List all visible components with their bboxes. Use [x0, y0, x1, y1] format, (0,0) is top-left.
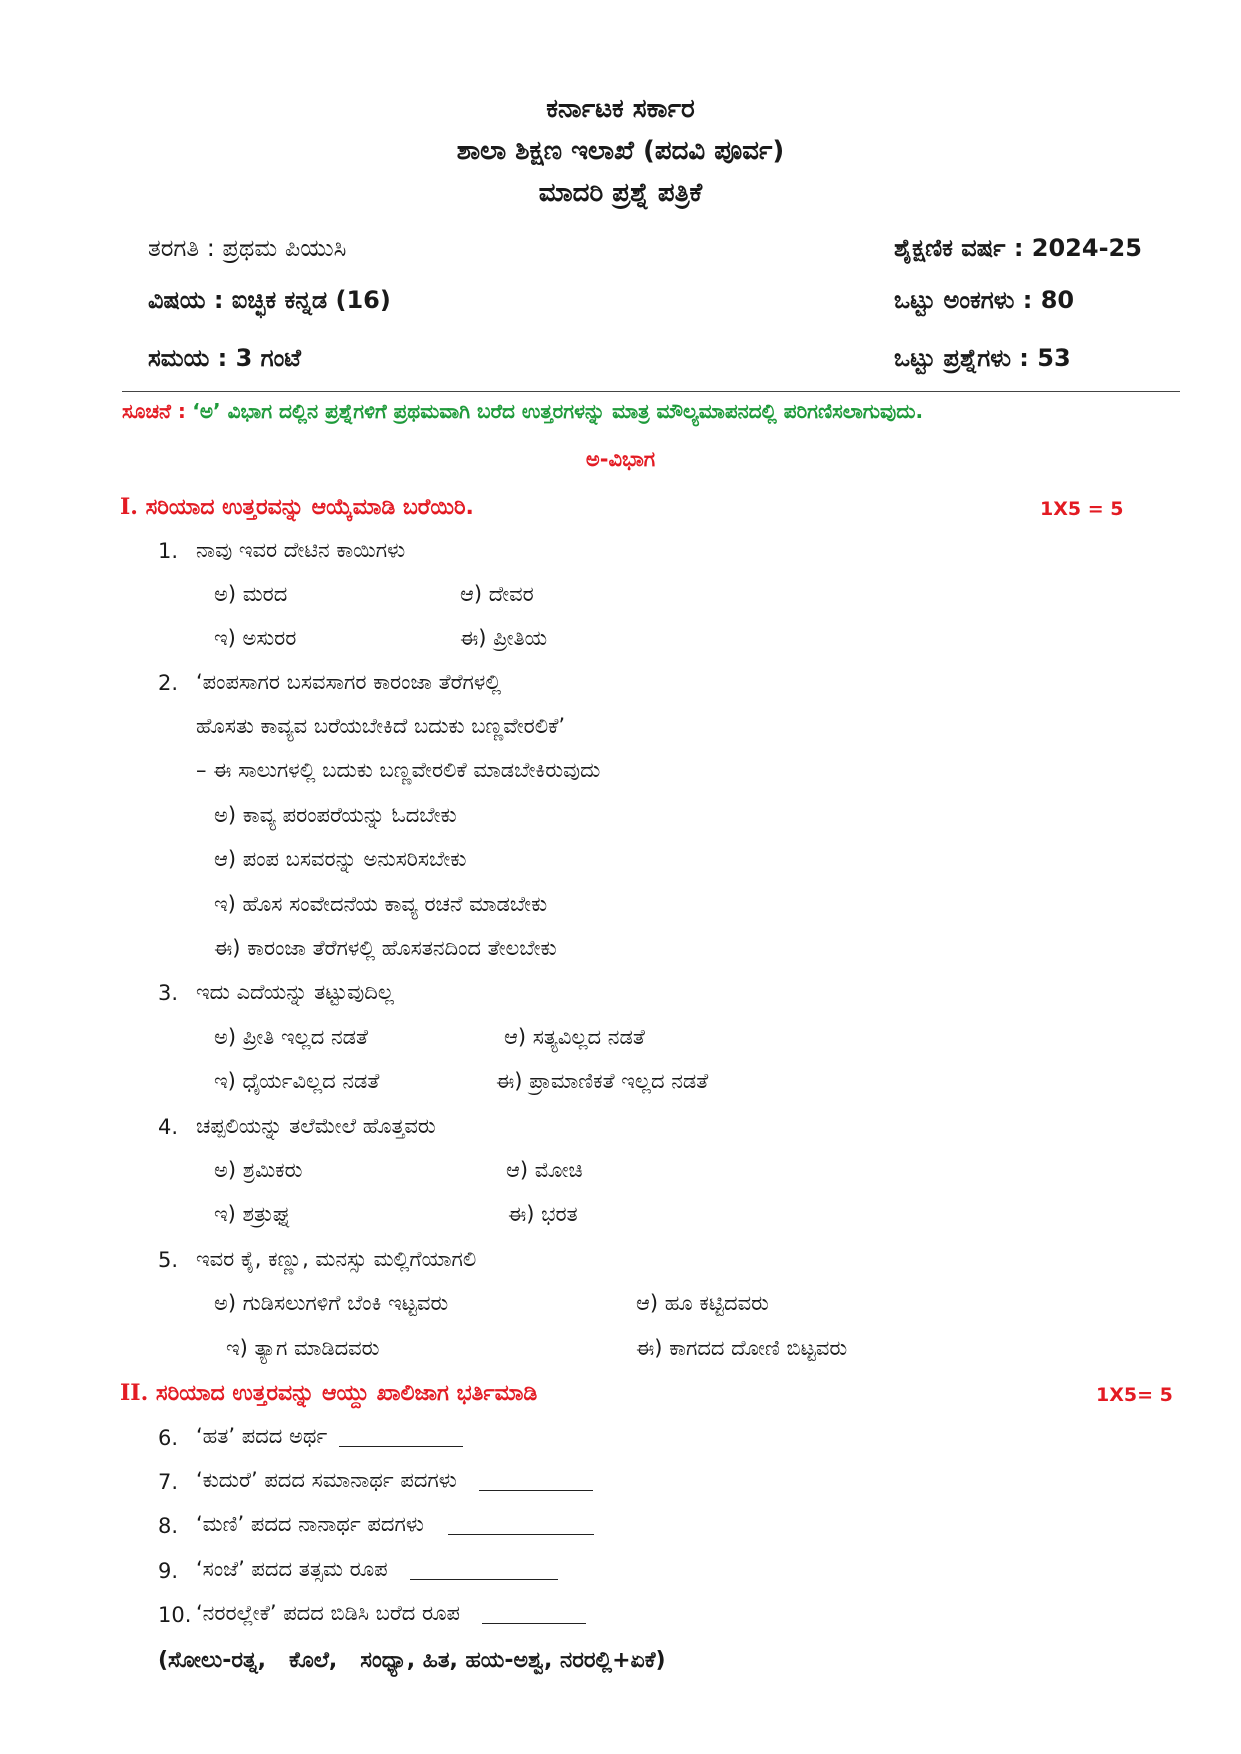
q4-option-d: ಈ) ಭರತ — [508, 1202, 578, 1226]
q7-text: ‘ಕುದುರೆ’ ಪದದ ಸಮಾನಾರ್ಥ ಪದಗಳು — [196, 1468, 457, 1492]
q4-option-b: ಆ) ಮೋಚಿ — [506, 1158, 583, 1182]
q9-number: 9. — [158, 1559, 179, 1583]
q2-option-a: ಅ) ಕಾವ್ಯ ಪರಂಪರೆಯನ್ನು ಓದಬೇಕು — [214, 803, 457, 827]
q2-line2: ಹೊಸತು ಕಾವ್ಯವ ಬರೆಯಬೇಕಿದೆ ಬದುಕು ಬಣ್ಣವೇರಲಿಕೆ’ — [196, 714, 566, 738]
q10-number: 10. — [158, 1603, 192, 1627]
q9-line — [196, 1559, 558, 1580]
q8-text: ‘ಮಣಿ’ ಪದದ ನಾನಾರ್ಥ ಪದಗಳು — [196, 1512, 424, 1536]
q6-number: 6. — [158, 1426, 179, 1450]
q9-text: ‘ಸಂಜೆ’ ಪದದ ತತ್ಸಮ ರೂಪ — [196, 1557, 388, 1581]
q1-option-d: ಈ) ಪ್ರೀತಿಯ — [460, 626, 548, 650]
q7-line — [196, 1470, 593, 1491]
q8-number: 8. — [158, 1514, 179, 1538]
total-marks: ಒಟ್ಟು ಅಂಕಗಳು : 80 — [894, 286, 1075, 314]
q4-number: 4. — [158, 1115, 179, 1139]
q7-answer-blank[interactable] — [479, 1472, 593, 1491]
q2-option-c: ಇ) ಹೊಸ ಸಂವೇದನೆಯ ಕಾವ್ಯ ರಚನೆ ಮಾಡಬೇಕು — [214, 892, 548, 916]
q9-answer-blank[interactable] — [410, 1561, 558, 1580]
part1-title: ಸರಿಯಾದ ಉತ್ತರವನ್ನು ಆಯ್ಕೆಮಾಡಿ ಬರೆಯಿರಿ. — [145, 495, 474, 520]
q1-option-c: ಇ) ಅಸುರರ — [214, 626, 297, 650]
instruction — [122, 401, 923, 421]
part2-numeral: II. — [120, 1380, 149, 1406]
academic-year: ಶೈಕ್ಷಣಿಕ ವರ್ಷ : 2024-25 — [894, 234, 1142, 262]
q3-number: 3. — [158, 981, 179, 1005]
q4-option-a: ಅ) ಶ್ರಮಿಕರು — [214, 1158, 303, 1182]
part2-title: ಸರಿಯಾದ ಉತ್ತರವನ್ನು ಆಯ್ದು ಖಾಲಿಜಾಗ ಭರ್ತಿಮಾಡಿ — [155, 1381, 538, 1406]
part1-numeral: I. — [120, 494, 138, 520]
part2-options: (ಸೋಲು-ರತ್ನ, ಕೊಲೆ, ಸಂಧ್ಯಾ, ಹಿತ, ಹಯ-ಅಶ್ವ, ನರರಲ್ಲಿ+ಏಕೆ) — [158, 1648, 666, 1673]
q1-number: 1. — [158, 539, 179, 563]
subject-label: ವಿಷಯ : ಐಚ್ಛಿಕ ಕನ್ನಡ (16) — [148, 286, 391, 314]
q10-text: ‘ನರರಲ್ಲೇಕೆ’ ಪದದ ಬಿಡಿಸಿ ಬರೆದ ರೂಪ — [196, 1601, 461, 1625]
class-label: ತರಗತಿ : ಪ್ರಥಮ ಪಿಯುಸಿ — [148, 234, 347, 262]
q5-option-b: ಆ) ಹೂ ಕಟ್ಟಿದವರು — [636, 1291, 769, 1315]
q4-option-c: ಇ) ಶತ್ರುಘ್ನ — [214, 1202, 292, 1226]
govt-title: ಕರ್ನಾಟಕ ಸರ್ಕಾರ — [546, 94, 695, 124]
paper-title: ಮಾದರಿ ಪ್ರಶ್ನೆ ಪತ್ರಿಕೆ — [538, 178, 703, 208]
part1-marks: 1X5 = 5 — [1040, 498, 1124, 520]
q2-line1: ‘ಪಂಪಸಾಗರ ಬಸವಸಾಗರ ಕಾರಂಜಾ ತೆರೆಗಳಲ್ಲಿ — [196, 670, 502, 694]
q7-number: 7. — [158, 1470, 179, 1494]
time-label: ಸಮಯ : 3 ಗಂಟೆ — [148, 344, 301, 372]
q5-number: 5. — [158, 1248, 179, 1272]
part2-marks: 1X5= 5 — [1096, 1384, 1173, 1406]
q5-option-a: ಅ) ಗುಡಿಸಲುಗಳಿಗೆ ಬೆಂಕಿ ಇಟ್ಟವರು — [214, 1291, 449, 1315]
q8-line — [196, 1514, 594, 1535]
section-title: ಅ-ವಿಭಾಗ — [585, 447, 656, 471]
q1-text: ನಾವು ಇವರ ದೇಟಿನ ಕಾಯಿಗಳು — [196, 538, 406, 562]
q1-option-b: ಆ) ದೇವರ — [460, 582, 534, 606]
total-questions: ಒಟ್ಟು ಪ್ರಶ್ನೆಗಳು : 53 — [894, 344, 1071, 372]
q6-answer-blank[interactable] — [339, 1428, 463, 1447]
department-title: ಶಾಲಾ ಶಿಕ್ಷಣ ಇಲಾಖೆ (ಪದವಿ ಪೂರ್ವ) — [456, 136, 785, 166]
instruction-label: ಸೂಚನೆ : — [122, 399, 186, 423]
q6-text: ‘ಹತ’ ಪದದ ಅರ್ಥ — [196, 1424, 328, 1448]
q10-line — [196, 1603, 586, 1624]
q3-option-a: ಅ) ಪ್ರೀತಿ ಇಲ್ಲದ ನಡತೆ — [214, 1025, 368, 1049]
instruction-text: ‘ಅ’ ವಿಭಾಗ ದಲ್ಲಿನ ಪ್ರಶ್ನೆಗಳಿಗೆ ಪ್ರಥಮವಾಗಿ ಬರೆದ ಉತ್ತರಗಳನ್ನು ಮಾತ್ರ ಮೌಲ್ಯಮಾಪನದಲ್ಲಿ ಪರಿಗಣಿಸಲಾಗುವುದು. — [192, 399, 924, 423]
q5-text: ಇವರ ಕೈ, ಕಣ್ಣು, ಮನಸ್ಸು ಮಲ್ಲಿಗೆಯಾಗಲಿ — [196, 1247, 477, 1271]
q3-option-b: ಆ) ಸತ್ಯವಿಲ್ಲದ ನಡತೆ — [504, 1025, 645, 1049]
q3-option-c: ಇ) ಧೈರ್ಯವಿಲ್ಲದ ನಡತೆ — [214, 1069, 380, 1093]
q4-text: ಚಪ್ಪಲಿಯನ್ನು ತಲೆಮೇಲೆ ಹೊತ್ತವರು — [196, 1114, 436, 1138]
q2-option-d: ಈ) ಕಾರಂಜಾ ತೆರೆಗಳಲ್ಲಿ ಹೊಸತನದಿಂದ ತೇಲಬೇಕು — [214, 936, 557, 960]
q2-option-b: ಆ) ಪಂಪ ಬಸವರನ್ನು ಅನುಸರಿಸಬೇಕು — [214, 847, 467, 871]
q3-option-d: ಈ) ಪ್ರಾಮಾಣಿಕತೆ ಇಲ್ಲದ ನಡತೆ — [496, 1069, 709, 1093]
q8-answer-blank[interactable] — [448, 1516, 594, 1535]
part1-heading — [120, 496, 474, 519]
part2-heading — [120, 1382, 537, 1405]
q10-answer-blank[interactable] — [482, 1605, 586, 1624]
q5-option-d: ಈ) ಕಾಗದದ ದೋಣಿ ಬಿಟ್ಟವರು — [636, 1336, 848, 1360]
q2-number: 2. — [158, 671, 179, 695]
q1-option-a: ಅ) ಮರದ — [214, 582, 288, 606]
header-divider — [122, 391, 1180, 392]
q3-text: ಇದು ಎದೆಯನ್ನು ತಟ್ಟುವುದಿಲ್ಲ — [196, 980, 394, 1004]
q2-line3: – ಈ ಸಾಲುಗಳಲ್ಲಿ ಬದುಕು ಬಣ್ಣವೇರಲಿಕೆ ಮಾಡಬೇಕಿರುವುದು — [196, 758, 601, 782]
q6-line — [196, 1426, 463, 1447]
q5-option-c: ಇ) ತ್ಯಾಗ ಮಾಡಿದವರು — [226, 1336, 380, 1360]
